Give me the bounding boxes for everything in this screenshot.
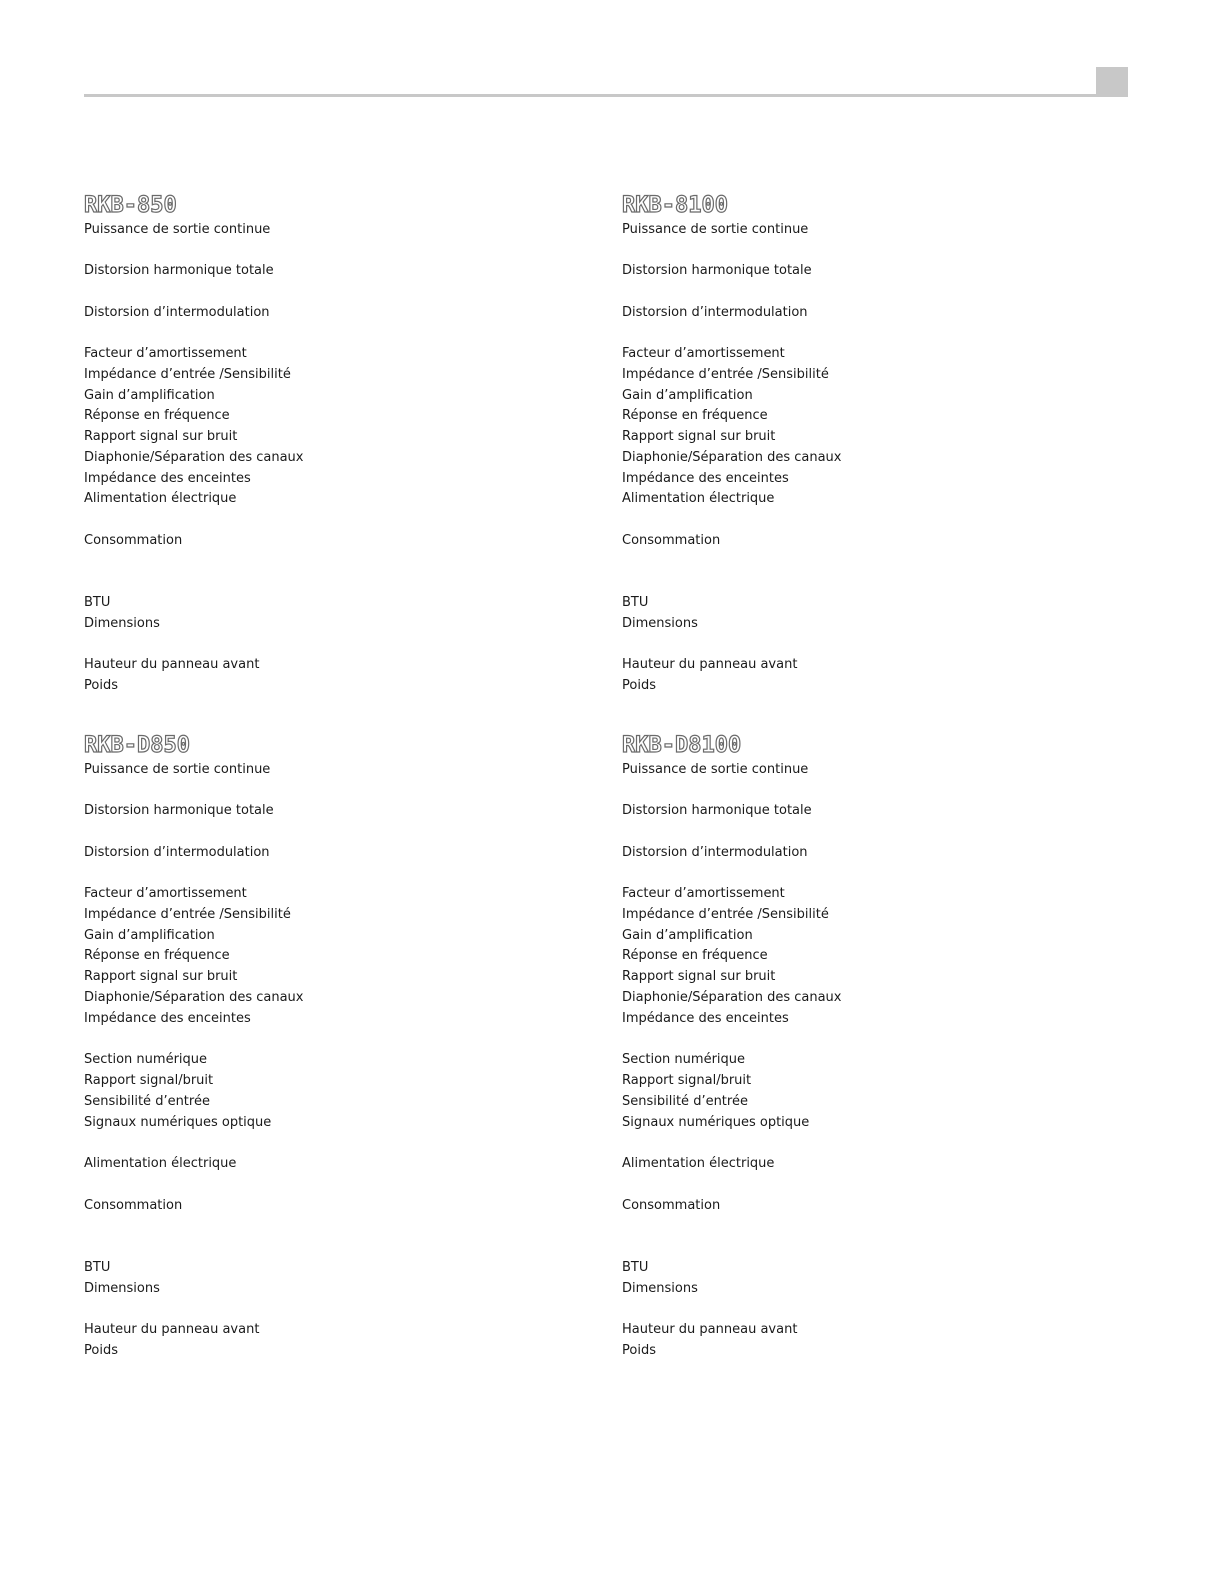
spec-label: Impédance des enceintes [84, 471, 251, 486]
spec-label: Rapport signal/bruit [622, 1073, 752, 1088]
spec-label: Dimensions [622, 616, 698, 631]
model-title: RKB-8100 [622, 193, 728, 218]
spec-label: BTU [84, 595, 111, 610]
spec-label: Diaphonie/Séparation des canaux [622, 450, 842, 465]
spec-label: Alimentation électrique [84, 1156, 237, 1171]
spec-label: Dimensions [622, 1281, 698, 1296]
spec-label: Consommation [84, 1198, 183, 1213]
spec-label: Alimentation électrique [84, 491, 237, 506]
spec-label: Rapport signal sur bruit [622, 969, 776, 984]
spec-label: Distorsion d’intermodulation [84, 845, 270, 860]
spec-label: Distorsion harmonique totale [622, 803, 812, 818]
spec-label: Sensibilité d’entrée [622, 1094, 748, 1109]
spec-label: Consommation [84, 533, 183, 548]
spec-label: BTU [622, 595, 649, 610]
spec-label: Puissance de sortie continue [84, 762, 271, 777]
spec-label: BTU [84, 1260, 111, 1275]
spec-label: Impédance des enceintes [622, 1011, 789, 1026]
spec-label: Facteur d’amortissement [622, 346, 785, 361]
spec-label: Facteur d’amortissement [84, 346, 247, 361]
spec-label: Consommation [622, 533, 721, 548]
spec-label: Impédance des enceintes [84, 1011, 251, 1026]
spec-label: Distorsion harmonique totale [622, 263, 812, 278]
spec-label: Section numérique [622, 1052, 746, 1067]
spec-label: Diaphonie/Séparation des canaux [84, 450, 304, 465]
spec-label: Distorsion d’intermodulation [84, 305, 270, 320]
spec-label: Réponse en fréquence [84, 408, 230, 423]
spec-label: Puissance de sortie continue [622, 222, 809, 237]
spec-label: Poids [622, 678, 656, 693]
spec-label: Gain d’amplification [84, 928, 215, 943]
spec-label: Poids [622, 1343, 656, 1358]
spec-label: Distorsion harmonique totale [84, 803, 274, 818]
spec-label: Rapport signal/bruit [84, 1073, 214, 1088]
header-rule [84, 94, 1128, 97]
spec-label: Signaux numériques optique [622, 1115, 810, 1130]
page-tab-marker [1096, 67, 1128, 97]
spec-label: Alimentation électrique [622, 1156, 775, 1171]
spec-label: Impédance d’entrée /Sensibilité [84, 367, 291, 382]
spec-label: Diaphonie/Séparation des canaux [622, 990, 842, 1005]
spec-label: Dimensions [84, 616, 160, 631]
spec-label: Réponse en fréquence [84, 948, 230, 963]
spec-label: Sensibilité d’entrée [84, 1094, 210, 1109]
spec-label: Distorsion d’intermodulation [622, 845, 808, 860]
spec-label: Impédance d’entrée /Sensibilité [622, 367, 829, 382]
spec-label: Section numérique [84, 1052, 208, 1067]
spec-label: Poids [84, 1343, 118, 1358]
spec-label: Alimentation électrique [622, 491, 775, 506]
spec-label: Distorsion d’intermodulation [622, 305, 808, 320]
spec-label: Impédance d’entrée /Sensibilité [84, 907, 291, 922]
spec-label: Gain d’amplification [84, 388, 215, 403]
spec-label: Facteur d’amortissement [84, 886, 247, 901]
spec-label: Réponse en fréquence [622, 408, 768, 423]
spec-label: Puissance de sortie continue [622, 762, 809, 777]
spec-label: Gain d’amplification [622, 388, 753, 403]
model-title: RKB-850 [84, 193, 177, 218]
model-title: RKB-D850 [84, 733, 190, 758]
spec-label: Signaux numériques optique [84, 1115, 272, 1130]
spec-label: Hauteur du panneau avant [622, 657, 798, 672]
spec-label: Diaphonie/Séparation des canaux [84, 990, 304, 1005]
spec-label: Hauteur du panneau avant [84, 1322, 260, 1337]
spec-label: Impédance des enceintes [622, 471, 789, 486]
spec-label: Consommation [622, 1198, 721, 1213]
spec-label: BTU [622, 1260, 649, 1275]
model-title: RKB-D8100 [622, 733, 742, 758]
spec-label: Puissance de sortie continue [84, 222, 271, 237]
spec-label: Hauteur du panneau avant [84, 657, 260, 672]
spec-label: Rapport signal sur bruit [622, 429, 776, 444]
spec-label: Rapport signal sur bruit [84, 969, 238, 984]
spec-label: Dimensions [84, 1281, 160, 1296]
spec-label: Distorsion harmonique totale [84, 263, 274, 278]
spec-label: Facteur d’amortissement [622, 886, 785, 901]
spec-label: Rapport signal sur bruit [84, 429, 238, 444]
spec-label: Gain d’amplification [622, 928, 753, 943]
spec-label: Impédance d’entrée /Sensibilité [622, 907, 829, 922]
spec-label: Réponse en fréquence [622, 948, 768, 963]
spec-label: Hauteur du panneau avant [622, 1322, 798, 1337]
spec-label: Poids [84, 678, 118, 693]
